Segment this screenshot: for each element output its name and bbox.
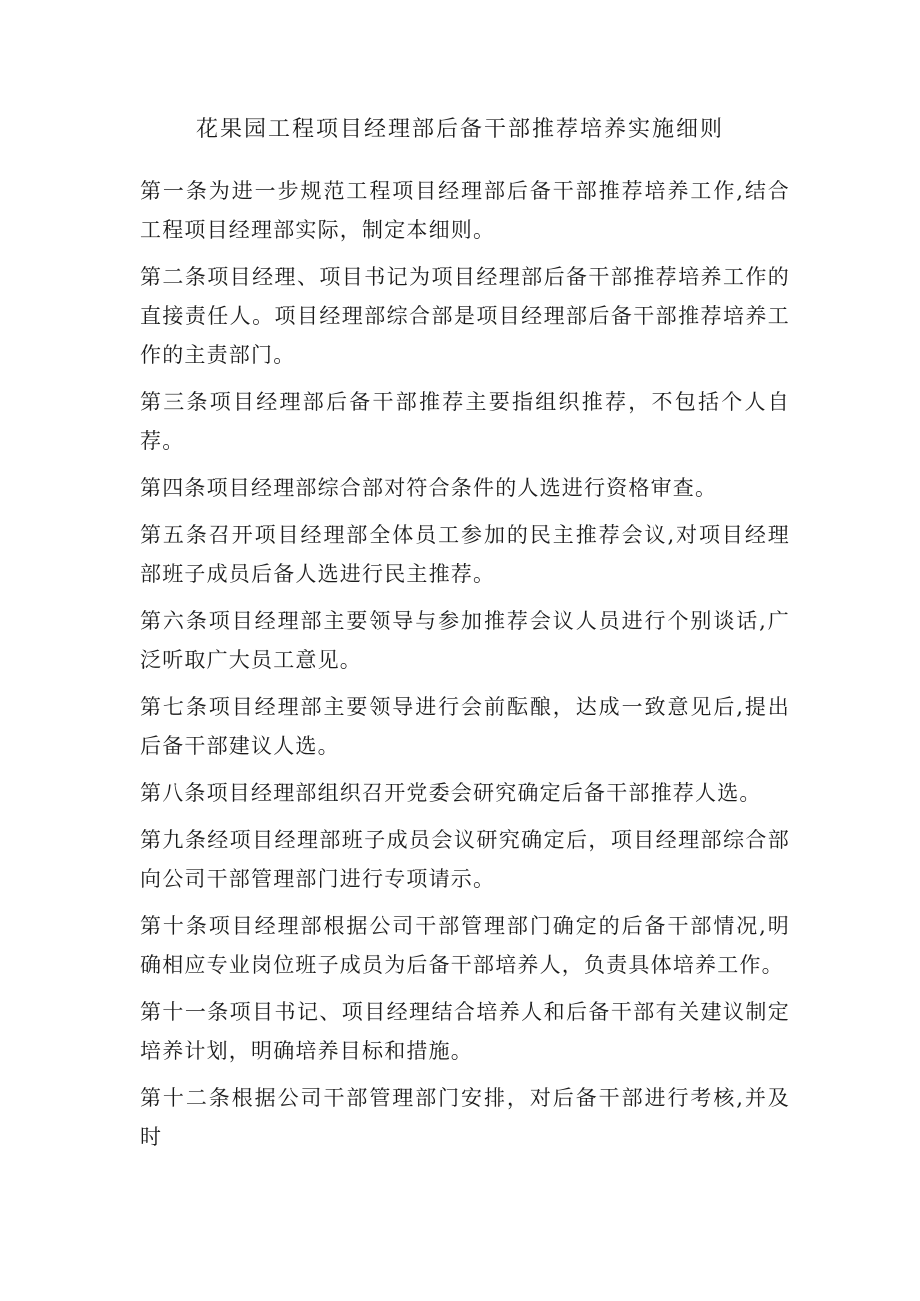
article-11: 第十一条项目书记、项目经理结合培养人和后备干部有关建议制定培养计划，明确培养目标和措施。 bbox=[140, 1000, 790, 1063]
document-title: 花果园工程项目经理部后备干部推荐培养实施细则 bbox=[195, 117, 724, 142]
article-2: 第二条项目经理、项目书记为项目经理部后备干部推荐培养工作的直接责任人。项目经理部综合部是项目经理部后备干部推荐培养工作的主责部门。 bbox=[140, 265, 790, 367]
document-body bbox=[140, 172, 790, 1165]
article-7: 第七条项目经理部主要领导进行会前酝酿，达成一致意见后,提出后备干部建议人选。 bbox=[140, 695, 790, 758]
article-10: 第十条项目经理部根据公司干部管理部门确定的后备干部情况,明确相应专业岗位班子成员为后备干部培养人，负责具体培养工作。 bbox=[140, 914, 790, 977]
article-9: 第九条经项目经理部班子成员会议研究确定后，项目经理部综合部向公司干部管理部门进行专项请示。 bbox=[140, 828, 790, 891]
article-1: 第一条为进一步规范工程项目经理部后备干部推荐培养工作,结合工程项目经理部实际，制定本细则。 bbox=[140, 179, 790, 242]
article-12: 第十二条根据公司干部管理部门安排，对后备干部进行考核,并及时 bbox=[140, 1086, 790, 1149]
article-8: 第八条项目经理部组织召开党委会研究确定后备干部推荐人选。 bbox=[140, 781, 762, 805]
article-4: 第四条项目经理部综合部对符合条件的人选进行资格审查。 bbox=[140, 476, 718, 500]
article-3: 第三条项目经理部后备干部推荐主要指组织推荐，不包括个人自荐。 bbox=[140, 390, 790, 453]
article-6: 第六条项目经理部主要领导与参加推荐会议人员进行个别谈话,广泛听取广大员工意见。 bbox=[140, 609, 790, 672]
article-5: 第五条召开项目经理部全体员工参加的民主推荐会议,对项目经理部班子成员后备人选进行民主推荐。 bbox=[140, 523, 790, 586]
